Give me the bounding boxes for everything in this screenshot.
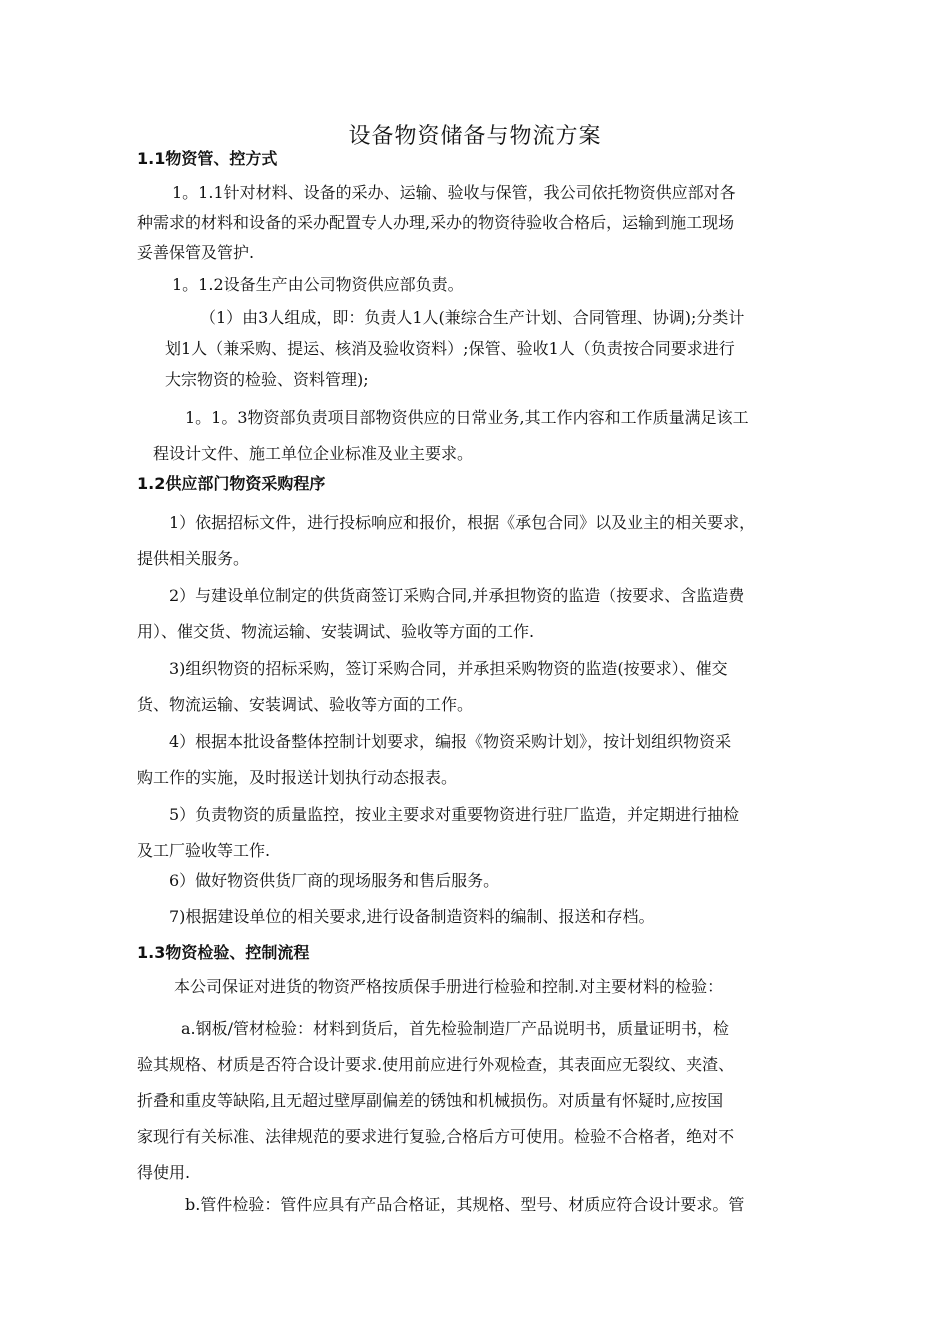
paragraph-1-1-1 [137,178,736,268]
paragraph-line: 2）与建设单位制定的供货商签订采购合同,并承担物资的监造（按要求、含监造费 [169,586,745,605]
paragraph-line: 折叠和重皮等缺陷,且无超过壁厚副偏差的锈蚀和机械损伤。对质量有怀疑时,应按国 [137,1091,724,1110]
paragraph-line: a.钢板/管材检验：材料到货后，首先检验制造厂产品说明书，质量证明书，检 [181,1019,730,1038]
section-heading-1-1: 1.1物资管、控方式 [137,149,278,168]
paragraph-1-1-2-sub [165,302,744,395]
paragraph-line: 及工厂验收等工作. [137,841,271,860]
paragraph-line: 1。1.2设备生产由公司物资供应部负责。 [172,275,464,294]
paragraph-line: 1。1.1针对材料、设备的采办、运输、验收与保管，我公司依托物资供应部对各 [172,183,736,202]
paragraph-line: 家现行有关标准、法律规范的要求进行复验,合格后方可使用。检验不合格者，绝对不 [137,1127,735,1146]
paragraph-line: 购工作的实施，及时报送计划执行动态报表。 [137,768,458,787]
paragraph-line: 本公司保证对进货的物资严格按质保手册进行检验和控制.对主要材料的检验： [174,977,724,996]
section-heading-1-3: 1.3物资检验、控制流程 [137,943,310,962]
paragraph-line: 得使用. [137,1163,191,1182]
paragraph-1-1-3 [153,400,749,472]
paragraph-line: 1。1。3物资部负责项目部物资供应的日常业务,其工作内容和工作质量满足该工 [185,408,749,427]
paragraph-line: （1）由3人组成，即：负责人1人(兼综合生产计划、合同管理、协调);分类计 [200,308,745,327]
paragraph-line: 3)组织物资的招标采购，签订采购合同，并承担采购物资的监造(按要求）、催交 [169,659,728,678]
paragraph-line: 划1人（兼采购、提运、核消及验收资料）;保管、验收1人（负责按合同要求进行 [165,339,735,358]
paragraph-1-2-2 [137,578,744,650]
paragraph-line: 6）做好物资供货厂商的现场服务和售后服务。 [169,871,500,890]
paragraph-1-1-2 [172,270,464,300]
paragraph-line: 程设计文件、施工单位企业标准及业主要求。 [153,444,474,463]
paragraph-1-2-5 [137,797,739,869]
paragraph-1-2-7 [169,906,655,928]
paragraph-line: 7)根据建设单位的相关要求,进行设备制造资料的编制、报送和存档。 [169,907,655,926]
document-title: 设备物资储备与物流方案 [348,124,602,149]
paragraph-line: 妥善保管及管护. [137,243,255,262]
paragraph-1-2-6 [169,870,499,892]
section-heading-1-2: 1.2供应部门物资采购程序 [137,474,326,493]
paragraph-line: 4）根据本批设备整体控制计划要求，编报《物资采购计划》，按计划组织物资采 [169,732,732,751]
paragraph-1-2-1 [137,505,755,577]
paragraph-line: b.管件检验：管件应具有产品合格证，其规格、型号、材质应符合设计要求。管 [185,1195,745,1214]
paragraph-1-3-2 [137,1011,734,1191]
paragraph-line: 5）负责物资的质量监控，按业主要求对重要物资进行驻厂监造，并定期进行抽检 [169,805,740,824]
paragraph-line: 货、物流运输、安装调试、验收等方面的工作。 [137,695,474,714]
paragraph-line: 用）、催交货、物流运输、安装调试、验收等方面的工作. [137,622,535,641]
paragraph-line: 验其规格、材质是否符合设计要求.使用前应进行外观检查，其表面应无裂纹、夹渣、 [137,1055,735,1074]
paragraph-1-2-4 [137,724,731,796]
paragraph-1-3-3 [185,1194,744,1216]
paragraph-line: 提供相关服务。 [137,549,250,568]
paragraph-line: 种需求的材料和设备的采办配置专人办理,采办的物资待验收合格后，运输到施工现场 [137,213,735,232]
paragraph-line: 大宗物资的检验、资料管理); [165,370,369,389]
paragraph-1-3-1 [174,976,723,998]
paragraph-1-2-3 [137,651,728,723]
paragraph-line: 1）依据招标文件，进行投标响应和报价，根据《承包合同》以及业主的相关要求， [169,513,756,532]
